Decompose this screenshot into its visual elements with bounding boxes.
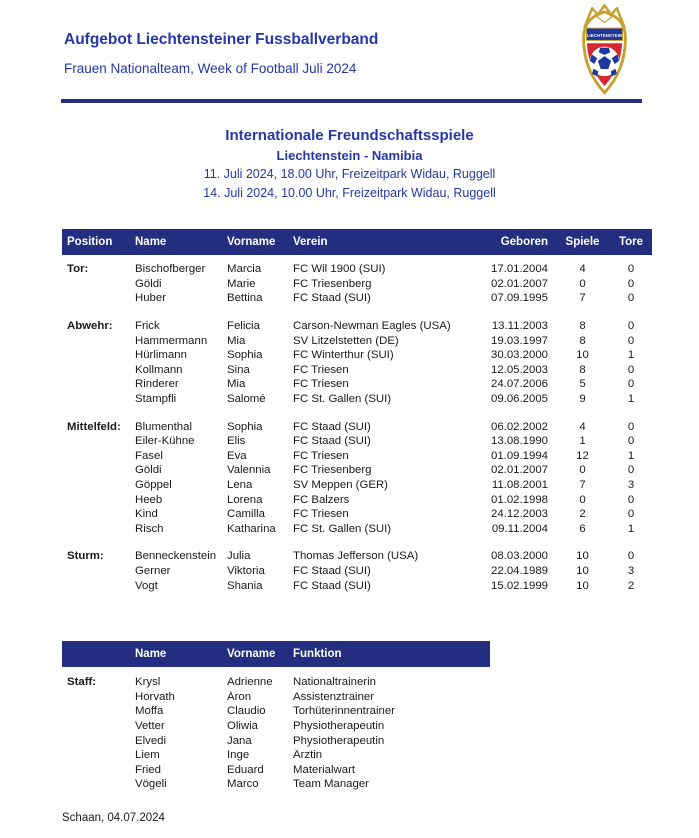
- match-date-2: 14. Juli 2024, 10.00 Uhr, Freizeitpark Widau, Ruggell: [203, 186, 496, 200]
- player-verein: FC Staad (SUI): [293, 435, 371, 448]
- player-vorname: Felicia: [227, 320, 260, 333]
- player-row: [62, 392, 652, 407]
- player-geboren: 17.01.2004: [490, 263, 548, 276]
- staff-label: Staff:: [67, 676, 97, 689]
- player-geboren: 02.01.2007: [490, 464, 548, 477]
- staff-name: Moffa: [135, 705, 164, 718]
- player-spiele: 2: [579, 508, 586, 521]
- position-label: Abwehr:: [67, 320, 113, 333]
- player-row: [62, 291, 652, 306]
- group-spacer: [62, 406, 652, 419]
- player-geboren: 22.04.1989: [490, 564, 548, 577]
- header-name: Name: [135, 236, 167, 248]
- player-vorname: Marcia: [227, 263, 262, 276]
- player-row: [62, 463, 652, 478]
- player-tore: 0: [627, 493, 635, 506]
- player-spiele: 8: [579, 363, 586, 376]
- player-geboren: 08.03.2000: [490, 550, 548, 563]
- player-row: [62, 478, 652, 493]
- player-verein: FC St. Gallen (SUI): [293, 522, 392, 535]
- player-geboren: 12.05.2003: [490, 363, 548, 376]
- staff-row: [62, 733, 652, 748]
- player-row: [62, 277, 652, 292]
- player-vorname: Valennia: [227, 464, 271, 477]
- player-tore: 0: [627, 334, 635, 347]
- players-table: [62, 229, 652, 593]
- group-spacer: [62, 306, 652, 319]
- player-vorname: Marie: [227, 277, 256, 290]
- player-tore: 1: [627, 349, 635, 362]
- player-spiele: 9: [579, 393, 586, 406]
- header-staff-funktion: Funktion: [293, 648, 342, 660]
- match-date-1: 11. Juli 2024, 18.00 Uhr, Freizeitpark Widau, Ruggell: [203, 167, 496, 181]
- player-verein: FC St. Gallen (SUI): [293, 393, 392, 406]
- staff-vorname: Claudio: [227, 705, 266, 718]
- staff-name: Elvedi: [135, 734, 167, 747]
- player-spiele: 8: [579, 320, 586, 333]
- staff-name: Vögeli: [135, 778, 167, 791]
- player-geboren: 09.11.2004: [491, 522, 548, 535]
- player-name: Bischofberger: [135, 263, 206, 276]
- staff-vorname: Áron: [227, 690, 252, 703]
- staff-vorname: Oliwia: [227, 720, 259, 733]
- staff-name: Liem: [135, 749, 160, 762]
- player-vorname: Camilla: [227, 508, 265, 521]
- player-name: Kind: [135, 508, 158, 521]
- player-row: [62, 319, 652, 334]
- player-spiele: 12: [576, 449, 589, 462]
- player-geboren: 09.06.2005: [490, 393, 548, 406]
- player-tore: 0: [627, 508, 635, 521]
- player-verein: Carson-Newman Eagles (USA): [293, 320, 451, 333]
- player-row: [62, 449, 652, 464]
- player-name: Stampfli: [135, 393, 177, 406]
- player-row: [62, 419, 652, 434]
- player-geboren: 13.11.2003: [491, 320, 548, 333]
- player-geboren: 06.02.2002: [490, 420, 548, 433]
- staff-funktion: Ärztin: [293, 749, 323, 762]
- position-label: Mittelfeld:: [67, 420, 121, 433]
- staff-funktion: Materialwart: [293, 763, 356, 776]
- staff-row: [62, 748, 652, 763]
- header-tore: Tore: [618, 236, 644, 248]
- player-geboren: 19.03.1997: [490, 334, 548, 347]
- header-divider: [61, 99, 642, 103]
- player-verein: FC Triesen: [293, 363, 349, 376]
- player-name: Hammermann: [135, 334, 208, 347]
- player-vorname: Mia: [227, 378, 246, 391]
- crest-icon: [576, 2, 633, 96]
- staff-table-header: [62, 641, 490, 667]
- document-title: Aufgebot Liechtensteiner Fussballverband: [64, 31, 379, 48]
- player-verein: FC Staad (SUI): [293, 292, 371, 305]
- player-spiele: 10: [576, 349, 589, 362]
- player-vorname: Sina: [227, 363, 250, 376]
- player-spiele: 0: [579, 464, 586, 477]
- player-name: Vogt: [135, 579, 158, 592]
- player-row: [62, 363, 652, 378]
- player-verein: FC Triesenberg: [293, 464, 372, 477]
- header-verein: Verein: [293, 236, 328, 248]
- document-subtitle: Frauen Nationalteam, Week of Football Juli 2024: [64, 61, 357, 76]
- match-info: [0, 125, 699, 203]
- player-geboren: 30.03.2000: [490, 349, 548, 362]
- player-vorname: Sophia: [227, 349, 263, 362]
- player-geboren: 07.09.1995: [490, 292, 548, 305]
- player-tore: 0: [627, 263, 635, 276]
- position-label: Sturm:: [67, 550, 104, 563]
- player-row: [62, 507, 652, 522]
- player-name: Huber: [135, 292, 167, 305]
- player-vorname: Sophia: [227, 420, 263, 433]
- player-name: Blumenthal: [135, 420, 192, 433]
- staff-vorname: Jana: [227, 734, 252, 747]
- player-name: Kollmann: [135, 363, 183, 376]
- header-spiele: Spiele: [565, 236, 600, 248]
- lfv-crest-logo: [576, 2, 633, 96]
- player-spiele: 7: [579, 292, 586, 305]
- staff-funktion: Nationaltrainerin: [293, 676, 376, 689]
- player-tore: 0: [627, 420, 635, 433]
- player-vorname: Julia: [227, 550, 251, 563]
- document-footer: Schaan, 04.07.2024: [62, 812, 165, 824]
- staff-row: [62, 719, 652, 734]
- player-row: [62, 578, 652, 593]
- group-spacer: [62, 536, 652, 549]
- player-vorname: Bettina: [227, 292, 263, 305]
- staff-name: Horvath: [135, 690, 175, 703]
- player-tore: 0: [627, 378, 635, 391]
- player-name: Rinderer: [135, 378, 179, 391]
- player-spiele: 8: [579, 334, 586, 347]
- position-label: Tor:: [67, 263, 89, 276]
- staff-name: Krysl: [135, 676, 161, 689]
- player-tore: 1: [627, 393, 635, 406]
- player-vorname: Katharina: [227, 522, 276, 535]
- player-tore: 1: [627, 522, 635, 535]
- player-vorname: Elis: [227, 435, 246, 448]
- player-row: [62, 262, 652, 277]
- player-verein: FC Triesenberg: [293, 277, 372, 290]
- player-spiele: 4: [579, 420, 586, 433]
- player-verein: FC Triesen: [293, 378, 349, 391]
- player-spiele: 0: [579, 493, 586, 506]
- players-table-body: [62, 255, 652, 593]
- match-title: Internationale Freundschaftsspiele: [225, 127, 474, 144]
- player-spiele: 10: [576, 579, 589, 592]
- player-row: [62, 492, 652, 507]
- player-tore: 3: [627, 564, 635, 577]
- player-row: [62, 522, 652, 537]
- header-staff-name: Name: [135, 648, 167, 660]
- player-verein: Thomas Jefferson (USA): [293, 550, 419, 563]
- player-tore: 0: [627, 550, 635, 563]
- player-name: Gerner: [135, 564, 171, 577]
- player-row: [62, 564, 652, 579]
- player-vorname: Eva: [227, 449, 247, 462]
- player-geboren: 24.12.2003: [490, 508, 548, 521]
- staff-funktion: Physiotherapeutin: [293, 720, 385, 733]
- staff-row: [62, 777, 652, 792]
- player-vorname: Salomé: [227, 393, 266, 406]
- player-geboren: 11.08.2001: [491, 479, 548, 492]
- staff-row: [62, 763, 652, 778]
- staff-table-body: [62, 667, 652, 792]
- player-name: Fasel: [135, 449, 163, 462]
- player-geboren: 13.08.1990: [490, 435, 548, 448]
- player-name: Hürlimann: [135, 349, 187, 362]
- player-verein: SV Litzelstetten (DE): [293, 334, 399, 347]
- header-vorname: Vorname: [227, 236, 276, 248]
- player-name: Göppel: [135, 479, 172, 492]
- staff-vorname: Marco: [227, 778, 259, 791]
- player-name: Frick: [135, 320, 160, 333]
- player-spiele: 0: [579, 277, 586, 290]
- staff-funktion: Torhüterinnentrainer: [293, 705, 395, 718]
- player-row: [62, 549, 652, 564]
- player-tore: 0: [627, 292, 635, 305]
- player-verein: FC Winterthur (SUI): [293, 349, 394, 362]
- player-verein: FC Staad (SUI): [293, 579, 371, 592]
- player-name: Göldi: [135, 277, 162, 290]
- player-name: Benneckenstein: [135, 550, 217, 563]
- player-row: [62, 434, 652, 449]
- player-row: [62, 348, 652, 363]
- staff-row: [62, 675, 652, 690]
- player-tore: 0: [627, 435, 635, 448]
- player-verein: FC Wil 1900 (SUI): [293, 263, 386, 276]
- staff-name: Fried: [135, 763, 161, 776]
- player-geboren: 15.02.1999: [490, 579, 548, 592]
- staff-row: [62, 704, 652, 719]
- player-spiele: 10: [576, 564, 589, 577]
- staff-funktion: Assistenztrainer: [293, 690, 375, 703]
- header-staff-vorname: Vorname: [227, 648, 276, 660]
- player-name: Risch: [135, 522, 164, 535]
- player-tore: 0: [627, 363, 635, 376]
- player-spiele: 1: [579, 435, 586, 448]
- player-name: Göldi: [135, 464, 162, 477]
- player-tore: 0: [627, 464, 635, 477]
- player-verein: FC Triesen: [293, 449, 349, 462]
- crest-band-text: LIECHTENSTEIN: [586, 32, 623, 38]
- player-verein: FC Staad (SUI): [293, 564, 371, 577]
- player-vorname: Shania: [227, 579, 263, 592]
- player-tore: 2: [627, 579, 635, 592]
- player-row: [62, 333, 652, 348]
- player-geboren: 24.07.2006: [490, 378, 548, 391]
- header-position: Position: [67, 236, 113, 248]
- player-geboren: 01.02.1998: [490, 493, 548, 506]
- staff-funktion: Physiotherapeutin: [293, 734, 385, 747]
- player-vorname: Lena: [227, 479, 253, 492]
- staff-vorname: Eduard: [227, 763, 264, 776]
- player-verein: FC Triesen: [293, 508, 349, 521]
- player-vorname: Viktoria: [227, 564, 265, 577]
- header-geboren: Geboren: [500, 236, 548, 248]
- player-name: Eiler-Kühne: [135, 435, 195, 448]
- player-verein: SV Meppen (GER): [293, 479, 388, 492]
- player-geboren: 01.09.1994: [490, 449, 548, 462]
- players-table-header: [62, 229, 652, 255]
- player-tore: 0: [627, 277, 635, 290]
- player-tore: 0: [627, 320, 635, 333]
- match-fixture: Liechtenstein - Namibia: [276, 148, 423, 163]
- staff-vorname: Inge: [227, 749, 250, 762]
- staff-name: Vetter: [135, 720, 165, 733]
- staff-table: [62, 641, 652, 792]
- player-row: [62, 377, 652, 392]
- player-vorname: Mia: [227, 334, 246, 347]
- player-spiele: 5: [579, 378, 586, 391]
- staff-funktion: Team Manager: [293, 778, 369, 791]
- staff-vorname: Adrienne: [227, 676, 273, 689]
- player-verein: FC Balzers: [293, 493, 350, 506]
- player-tore: 1: [627, 449, 635, 462]
- player-tore: 3: [627, 479, 635, 492]
- player-spiele: 10: [576, 550, 589, 563]
- player-spiele: 7: [579, 479, 586, 492]
- player-spiele: 6: [579, 522, 586, 535]
- player-verein: FC Staad (SUI): [293, 420, 371, 433]
- player-name: Heeb: [135, 493, 163, 506]
- player-spiele: 4: [579, 263, 586, 276]
- player-vorname: Lorena: [227, 493, 263, 506]
- staff-row: [62, 690, 652, 705]
- player-geboren: 02.01.2007: [490, 277, 548, 290]
